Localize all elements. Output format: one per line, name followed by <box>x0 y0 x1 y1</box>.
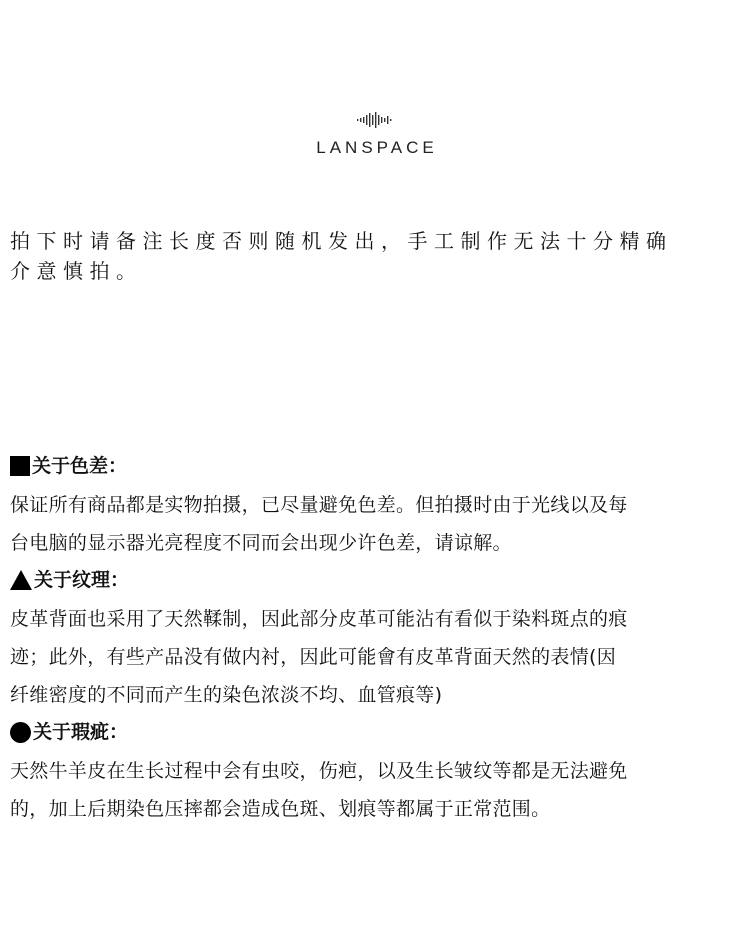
circle-bullet-icon <box>10 722 31 743</box>
triangle-bullet-icon <box>10 570 32 590</box>
note-heading <box>10 450 745 482</box>
note-texture <box>10 564 745 716</box>
brand-name: LANSPACE <box>316 138 438 157</box>
note-line: 皮革背面也采用了天然鞣制，因此部分皮革可能沾有看似于染料斑点的痕 <box>10 608 628 630</box>
intro-text <box>10 226 740 286</box>
note-color-difference <box>10 450 745 564</box>
note-line: 迹；此外，有些产品没有做内衬，因此可能會有皮革背面天然的表情(因 <box>10 646 617 668</box>
note-line: 台电脑的显示器光亮程度不同而会出现少许色差，请谅解。 <box>10 532 512 554</box>
note-heading <box>10 716 745 748</box>
brand-logo <box>0 112 750 158</box>
note-body <box>10 596 745 716</box>
note-heading-text: 关于纹理： <box>34 569 130 591</box>
note-body <box>10 482 745 564</box>
note-line: 保证所有商品都是实物拍摄，已尽量避免色差。但拍摄时由于光线以及每 <box>10 494 628 516</box>
note-line: 天然牛羊皮在生长过程中会有虫咬，伤疤，以及生长皱纹等都是无法避免 <box>10 760 628 782</box>
note-heading-text: 关于瑕疵： <box>33 721 129 743</box>
note-body <box>10 748 745 830</box>
intro-line: 介意慎拍。 <box>10 259 143 283</box>
note-line: 纤维密度的不同而产生的染色浓淡不均、血管痕等) <box>10 684 443 706</box>
note-line: 的，加上后期染色压摔都会造成色斑、划痕等都属于正常范围。 <box>10 798 551 820</box>
note-heading <box>10 564 745 596</box>
equalizer-bars-icon <box>355 112 395 128</box>
note-flaws <box>10 716 745 830</box>
square-bullet-icon <box>10 456 30 476</box>
product-notes <box>10 450 745 830</box>
note-heading-text: 关于色差： <box>32 455 128 477</box>
intro-line: 拍下时请备注长度否则随机发出，手工制作无法十分精确 <box>10 229 673 253</box>
